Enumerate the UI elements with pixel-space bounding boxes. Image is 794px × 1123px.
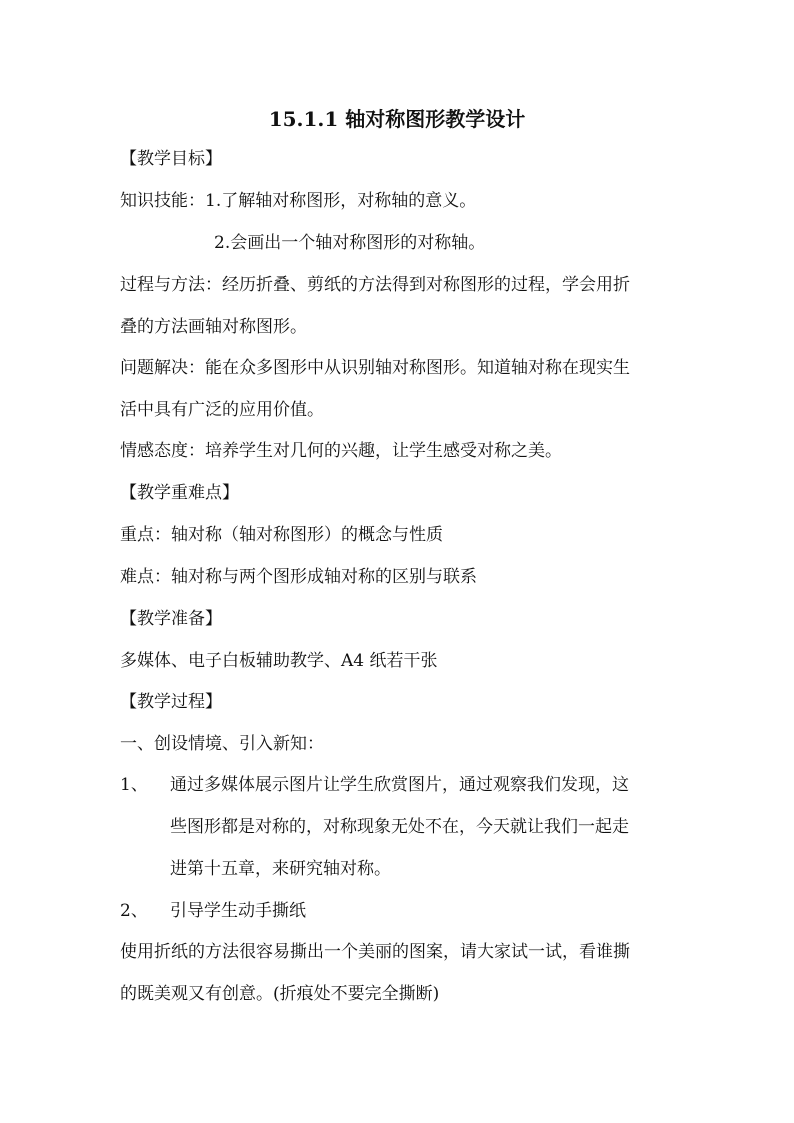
difficult-point-line: 难点：轴对称与两个图形成轴对称的区别与联系 [120, 567, 477, 587]
section-heading-process: 【教学过程】 [120, 692, 222, 712]
section-heading-goals: 【教学目标】 [120, 149, 222, 169]
section-heading-preparation: 【教学准备】 [120, 609, 222, 629]
item-1-line-3: 进第十五章，来研究轴对称。 [170, 859, 391, 879]
item-2-number: 2、 [120, 901, 148, 921]
section-heading-key-points: 【教学重难点】 [120, 483, 239, 503]
item-1-number: 1、 [120, 775, 148, 795]
goal-knowledge-line-1: 知识技能：1.了解轴对称图形，对称轴的意义。 [120, 191, 477, 211]
item-2-line: 引导学生动手撕纸 [170, 901, 306, 921]
paragraph-line-1: 使用折纸的方法很容易撕出一个美丽的图案，请大家试一试，看谁撕 [120, 942, 630, 962]
goal-attitude-line: 情感态度：培养学生对几何的兴趣，让学生感受对称之美。 [120, 441, 562, 461]
item-1-line-2: 些图形都是对称的，对称现象无处不在，今天就让我们一起走 [170, 817, 629, 837]
paragraph-line-2: 的既美观又有创意。(折痕处不要完全撕断) [120, 984, 440, 1004]
item-1-line-1: 通过多媒体展示图片让学生欣赏图片，通过观察我们发现，这 [170, 775, 629, 795]
goal-process-line-2: 叠的方法画轴对称图形。 [120, 317, 307, 337]
goal-problem-line-1: 问题解决：能在众多图形中从识别轴对称图形。知道轴对称在现实生 [120, 358, 630, 378]
preparation-line: 多媒体、电子白板辅助教学、A4 纸若干张 [120, 651, 438, 671]
goal-problem-line-2: 活中具有广泛的应用价值。 [120, 400, 324, 420]
process-subheading: 一、创设情境、引入新知： [120, 734, 324, 754]
goal-process-line-1: 过程与方法：经历折叠、剪纸的方法得到对称图形的过程，学会用折 [120, 275, 630, 295]
document-title: 15.1.1 轴对称图形教学设计 [268, 107, 526, 131]
key-point-line: 重点：轴对称（轴对称图形）的概念与性质 [120, 525, 443, 545]
goal-knowledge-line-2: 2.会画出一个轴对称图形的对称轴。 [214, 233, 486, 253]
